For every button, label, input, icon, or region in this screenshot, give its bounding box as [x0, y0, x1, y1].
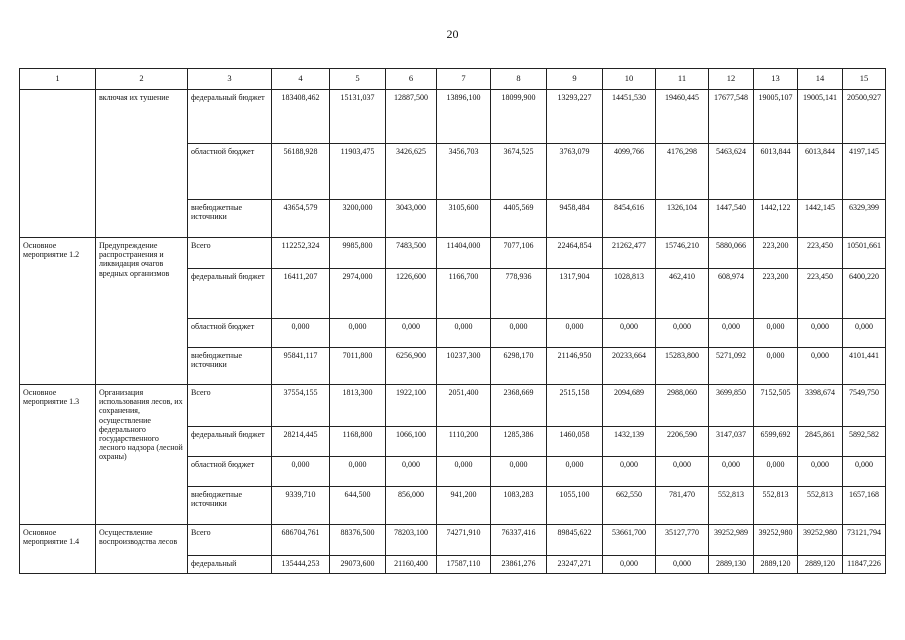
- value-cell: 19005,107: [754, 90, 798, 144]
- value-cell: 0,000: [709, 457, 754, 487]
- value-cell: 21146,950: [547, 348, 603, 385]
- value-cell: 28214,445: [272, 427, 330, 457]
- column-header: 4: [272, 69, 330, 90]
- value-cell: 552,813: [709, 487, 754, 525]
- value-cell: 11847,226: [843, 556, 886, 574]
- value-cell: 0,000: [843, 319, 886, 348]
- value-cell: 3105,600: [437, 200, 491, 238]
- activity-code: [20, 90, 96, 238]
- value-cell: 1110,200: [437, 427, 491, 457]
- budget-table: [19, 68, 886, 574]
- value-cell: 17677,548: [709, 90, 754, 144]
- value-cell: 0,000: [272, 319, 330, 348]
- value-cell: 223,450: [798, 238, 843, 269]
- activity-code: Основное мероприятие 1.4: [20, 525, 96, 574]
- value-cell: 1317,904: [547, 269, 603, 319]
- funding-source: внебюджетные источники: [188, 348, 272, 385]
- value-cell: 10501,661: [843, 238, 886, 269]
- table-row: [20, 385, 886, 427]
- funding-source: областной бюджет: [188, 319, 272, 348]
- value-cell: 9985,800: [330, 238, 386, 269]
- column-header: 13: [754, 69, 798, 90]
- value-cell: 2051,400: [437, 385, 491, 427]
- value-cell: 3426,625: [386, 144, 437, 200]
- value-cell: 7077,106: [491, 238, 547, 269]
- value-cell: 4197,145: [843, 144, 886, 200]
- value-cell: 0,000: [330, 319, 386, 348]
- value-cell: 95841,117: [272, 348, 330, 385]
- value-cell: 23247,271: [547, 556, 603, 574]
- column-header: 3: [188, 69, 272, 90]
- value-cell: 11903,475: [330, 144, 386, 200]
- value-cell: 0,000: [491, 319, 547, 348]
- value-cell: 5892,582: [843, 427, 886, 457]
- value-cell: 0,000: [491, 457, 547, 487]
- column-header: 6: [386, 69, 437, 90]
- value-cell: 0,000: [330, 457, 386, 487]
- value-cell: 15746,210: [656, 238, 709, 269]
- value-cell: 16411,207: [272, 269, 330, 319]
- value-cell: 2094,689: [603, 385, 656, 427]
- value-cell: 3398,674: [798, 385, 843, 427]
- value-cell: 1657,168: [843, 487, 886, 525]
- funding-source: внебюджетные источники: [188, 200, 272, 238]
- value-cell: 20233,664: [603, 348, 656, 385]
- value-cell: 4176,298: [656, 144, 709, 200]
- value-cell: 56188,928: [272, 144, 330, 200]
- value-cell: 0,000: [656, 457, 709, 487]
- value-cell: 7549,750: [843, 385, 886, 427]
- funding-source: федеральный бюджет: [188, 427, 272, 457]
- value-cell: 20500,927: [843, 90, 886, 144]
- value-cell: 9339,710: [272, 487, 330, 525]
- value-cell: 462,410: [656, 269, 709, 319]
- value-cell: 23861,276: [491, 556, 547, 574]
- value-cell: 39252,989: [709, 525, 754, 556]
- value-cell: 0,000: [709, 319, 754, 348]
- value-cell: 552,813: [754, 487, 798, 525]
- value-cell: 88376,500: [330, 525, 386, 556]
- value-cell: 6013,844: [798, 144, 843, 200]
- value-cell: 135444,253: [272, 556, 330, 574]
- value-cell: 78203,100: [386, 525, 437, 556]
- value-cell: 13293,227: [547, 90, 603, 144]
- funding-source: федеральный: [188, 556, 272, 574]
- value-cell: 662,550: [603, 487, 656, 525]
- value-cell: 5880,066: [709, 238, 754, 269]
- value-cell: 39252,980: [754, 525, 798, 556]
- value-cell: 0,000: [386, 319, 437, 348]
- value-cell: 0,000: [603, 457, 656, 487]
- value-cell: 5463,624: [709, 144, 754, 200]
- value-cell: 6298,170: [491, 348, 547, 385]
- activity-name: Предупреждение распространения и ликвидация очагов вредных организмов: [96, 238, 188, 385]
- column-header: 11: [656, 69, 709, 90]
- activity-code: Основное мероприятие 1.2: [20, 238, 96, 385]
- value-cell: 29073,600: [330, 556, 386, 574]
- value-cell: 1442,122: [754, 200, 798, 238]
- value-cell: 18099,900: [491, 90, 547, 144]
- value-cell: 19460,445: [656, 90, 709, 144]
- value-cell: 2206,590: [656, 427, 709, 457]
- value-cell: 781,470: [656, 487, 709, 525]
- value-cell: 0,000: [437, 457, 491, 487]
- value-cell: 1442,145: [798, 200, 843, 238]
- value-cell: 686704,761: [272, 525, 330, 556]
- column-header: 12: [709, 69, 754, 90]
- column-header: 5: [330, 69, 386, 90]
- value-cell: 223,200: [754, 269, 798, 319]
- value-cell: 2889,130: [709, 556, 754, 574]
- header-row: [20, 69, 886, 90]
- value-cell: 8454,616: [603, 200, 656, 238]
- value-cell: 0,000: [656, 556, 709, 574]
- value-cell: 43654,579: [272, 200, 330, 238]
- value-cell: 4099,766: [603, 144, 656, 200]
- value-cell: 0,000: [798, 457, 843, 487]
- column-header: 10: [603, 69, 656, 90]
- value-cell: 11404,000: [437, 238, 491, 269]
- value-cell: 7483,500: [386, 238, 437, 269]
- value-cell: 21160,400: [386, 556, 437, 574]
- value-cell: 6599,692: [754, 427, 798, 457]
- value-cell: 73121,794: [843, 525, 886, 556]
- activity-name: Осуществление воспроизводства лесов: [96, 525, 188, 574]
- value-cell: 37554,155: [272, 385, 330, 427]
- value-cell: 10237,300: [437, 348, 491, 385]
- value-cell: 1055,100: [547, 487, 603, 525]
- value-cell: 1447,540: [709, 200, 754, 238]
- column-header: 7: [437, 69, 491, 90]
- value-cell: 2889,120: [798, 556, 843, 574]
- value-cell: 2988,060: [656, 385, 709, 427]
- value-cell: 4405,569: [491, 200, 547, 238]
- value-cell: 778,936: [491, 269, 547, 319]
- value-cell: 15283,800: [656, 348, 709, 385]
- value-cell: 1460,058: [547, 427, 603, 457]
- value-cell: 2368,669: [491, 385, 547, 427]
- value-cell: 2974,000: [330, 269, 386, 319]
- funding-source: внебюджетные источники: [188, 487, 272, 525]
- value-cell: 7152,505: [754, 385, 798, 427]
- value-cell: 0,000: [798, 348, 843, 385]
- value-cell: 9458,484: [547, 200, 603, 238]
- value-cell: 644,500: [330, 487, 386, 525]
- column-header: 8: [491, 69, 547, 90]
- value-cell: 89845,622: [547, 525, 603, 556]
- funding-source: федеральный бюджет: [188, 269, 272, 319]
- value-cell: 1066,100: [386, 427, 437, 457]
- value-cell: 14451,530: [603, 90, 656, 144]
- activity-name: включая их тушение: [96, 90, 188, 238]
- value-cell: 53661,700: [603, 525, 656, 556]
- value-cell: 76337,416: [491, 525, 547, 556]
- value-cell: 7011,800: [330, 348, 386, 385]
- value-cell: 1166,700: [437, 269, 491, 319]
- value-cell: 6256,900: [386, 348, 437, 385]
- value-cell: 0,000: [754, 348, 798, 385]
- value-cell: 3147,037: [709, 427, 754, 457]
- funding-source: Всего: [188, 238, 272, 269]
- value-cell: 3699,850: [709, 385, 754, 427]
- value-cell: 15131,037: [330, 90, 386, 144]
- funding-source: федеральный бюджет: [188, 90, 272, 144]
- value-cell: 13896,100: [437, 90, 491, 144]
- value-cell: 0,000: [547, 457, 603, 487]
- value-cell: 3674,525: [491, 144, 547, 200]
- activity-code: Основное мероприятие 1.3: [20, 385, 96, 525]
- value-cell: 1285,386: [491, 427, 547, 457]
- value-cell: 1432,139: [603, 427, 656, 457]
- column-header: 14: [798, 69, 843, 90]
- value-cell: 19005,141: [798, 90, 843, 144]
- page-number: 20: [446, 27, 459, 41]
- value-cell: 6400,220: [843, 269, 886, 319]
- value-cell: 39252,980: [798, 525, 843, 556]
- value-cell: 3456,703: [437, 144, 491, 200]
- value-cell: 0,000: [603, 319, 656, 348]
- column-header: 2: [96, 69, 188, 90]
- value-cell: 183408,462: [272, 90, 330, 144]
- value-cell: 1168,800: [330, 427, 386, 457]
- value-cell: 4101,441: [843, 348, 886, 385]
- value-cell: 2515,158: [547, 385, 603, 427]
- value-cell: 1083,283: [491, 487, 547, 525]
- value-cell: 0,000: [754, 457, 798, 487]
- value-cell: 0,000: [603, 556, 656, 574]
- value-cell: 17587,110: [437, 556, 491, 574]
- value-cell: 112252,324: [272, 238, 330, 269]
- table-row: [20, 90, 886, 144]
- value-cell: 552,813: [798, 487, 843, 525]
- value-cell: 941,200: [437, 487, 491, 525]
- value-cell: 0,000: [798, 319, 843, 348]
- value-cell: 0,000: [547, 319, 603, 348]
- value-cell: 12887,500: [386, 90, 437, 144]
- value-cell: 0,000: [386, 457, 437, 487]
- funding-source: областной бюджет: [188, 144, 272, 200]
- value-cell: 856,000: [386, 487, 437, 525]
- value-cell: 0,000: [656, 319, 709, 348]
- funding-source: Всего: [188, 525, 272, 556]
- value-cell: 6329,399: [843, 200, 886, 238]
- value-cell: 0,000: [272, 457, 330, 487]
- value-cell: 608,974: [709, 269, 754, 319]
- activity-name: Организация использования лесов, их сохранения, осуществление федерального государственного лесного надзора (лесной охраны): [96, 385, 188, 525]
- funding-source: Всего: [188, 385, 272, 427]
- value-cell: 2845,861: [798, 427, 843, 457]
- table-row: [20, 238, 886, 269]
- value-cell: 1922,100: [386, 385, 437, 427]
- value-cell: 223,450: [798, 269, 843, 319]
- table-row: [20, 525, 886, 556]
- value-cell: 223,200: [754, 238, 798, 269]
- funding-source: областной бюджет: [188, 457, 272, 487]
- value-cell: 3043,000: [386, 200, 437, 238]
- value-cell: 35127,770: [656, 525, 709, 556]
- value-cell: 1226,600: [386, 269, 437, 319]
- value-cell: 21262,477: [603, 238, 656, 269]
- value-cell: 0,000: [437, 319, 491, 348]
- value-cell: 0,000: [754, 319, 798, 348]
- value-cell: 22464,854: [547, 238, 603, 269]
- value-cell: 0,000: [843, 457, 886, 487]
- value-cell: 2889,120: [754, 556, 798, 574]
- value-cell: 6013,844: [754, 144, 798, 200]
- value-cell: 3200,000: [330, 200, 386, 238]
- column-header: 9: [547, 69, 603, 90]
- value-cell: 5271,092: [709, 348, 754, 385]
- column-header: 1: [20, 69, 96, 90]
- value-cell: 1028,813: [603, 269, 656, 319]
- column-header: 15: [843, 69, 886, 90]
- value-cell: 74271,910: [437, 525, 491, 556]
- value-cell: 3763,079: [547, 144, 603, 200]
- value-cell: 1326,104: [656, 200, 709, 238]
- value-cell: 1813,300: [330, 385, 386, 427]
